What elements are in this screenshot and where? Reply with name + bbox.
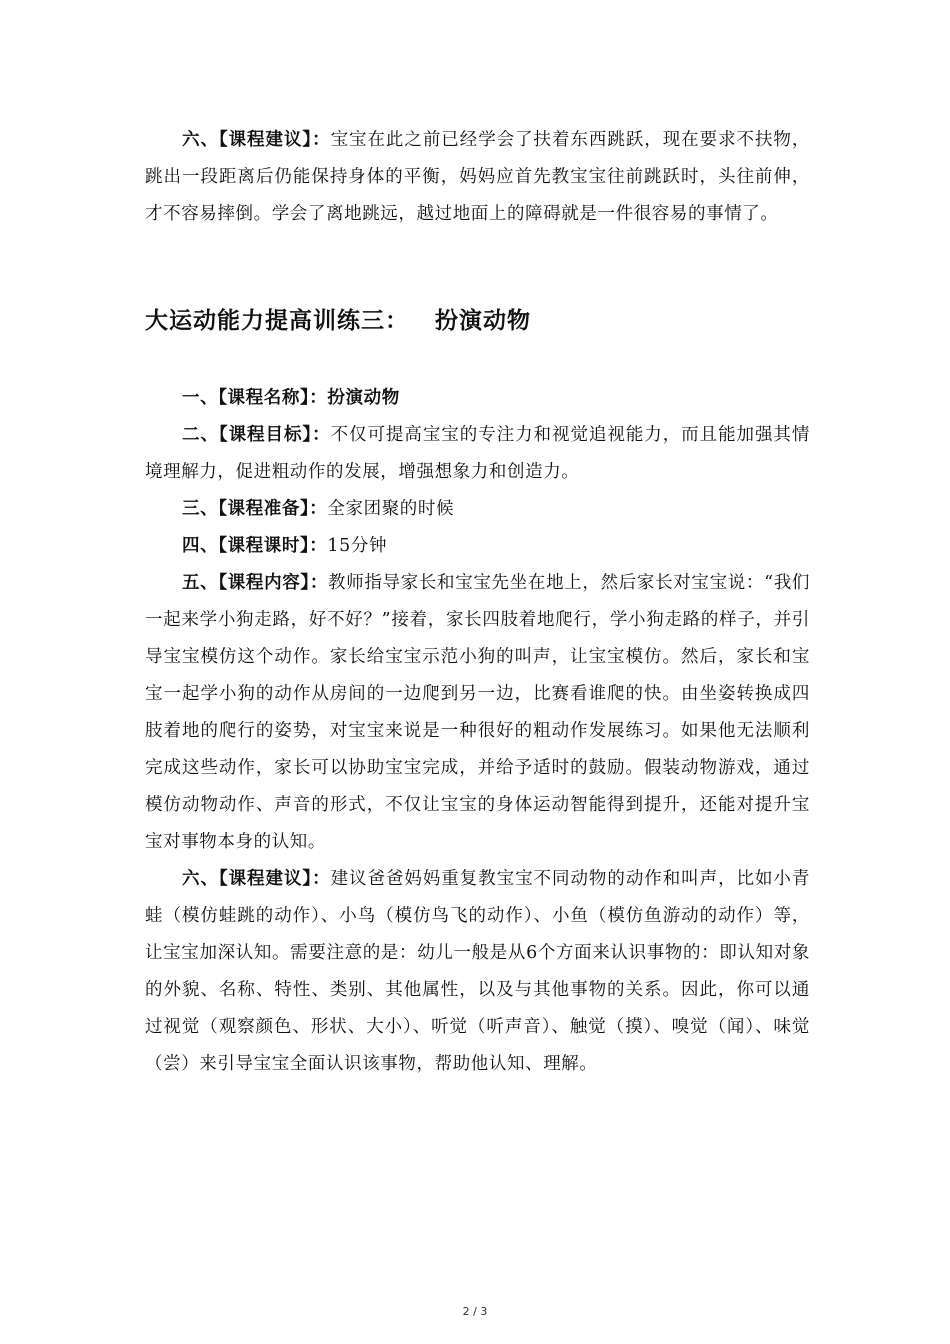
section-heading-sub: 扮演动物 — [435, 308, 531, 334]
course-duration-label: 四、【课程课时】： — [182, 536, 328, 556]
course-goal-text: 不仅可提高宝宝的专注力和视觉追视能力，而且能加强其情境理解力，促进粗动作的发展，增强想象力和创造力。 — [145, 425, 810, 482]
course-name-label: 一、【课程名称】： — [182, 388, 328, 408]
course-preparation-label: 三、【课程准备】： — [182, 499, 328, 519]
course-suggestion-label: 六、【课程建议】： — [182, 869, 331, 889]
course-content-paragraph — [145, 565, 810, 861]
top-suggestion-label: 六、【课程建议】： — [182, 130, 331, 150]
course-name-text: 扮演动物 — [327, 388, 400, 408]
course-suggestion-paragraph — [145, 861, 810, 1083]
course-preparation-text: 全家团聚的时候 — [327, 499, 455, 519]
course-goal-label: 二、【课程目标】： — [182, 425, 331, 445]
course-duration-text: 15分钟 — [327, 536, 388, 556]
section-heading — [145, 302, 531, 335]
course-content-text: 教师指导家长和宝宝先坐在地上，然后家长对宝宝说：“我们一起来学小狗走路，好不好？”接着，家长四肢着地爬行，学小狗走路的样子，并引导宝宝模仿这个动作。家长给宝宝示范小狗的叫声，让宝宝模仿。然后，家长和宝宝一起学小狗的动作从房间的一边爬到另一边，比赛看谁爬的快。由坐姿转换成四肢着地的爬行的姿势，对宝宝来说是一种很好的粗动作发展练习。如果他无法顺利完成这些动作，家长可以协助宝宝完成，并给予适时的鼓励。假装动物游戏，通过模仿动物动作、声音的形式，不仅让宝宝的身体运动智能得到提升，还能对提升宝宝对事物本身的认知。 — [145, 573, 810, 852]
course-name-paragraph — [145, 380, 810, 417]
course-duration-paragraph — [145, 528, 810, 565]
course-goal-paragraph — [145, 417, 810, 491]
course-preparation-paragraph — [145, 491, 810, 528]
course-suggestion-text: 建议爸爸妈妈重复教宝宝不同动物的动作和叫声，比如小青蛙（模仿蛙跳的动作）、小鸟（模仿鸟飞的动作）、小鱼（模仿鱼游动的动作）等，让宝宝加深认知。需要注意的是：幼儿一般是从6个方面来认识事物的：即认知对象的外貌、名称、特性、类别、其他属性，以及与其他事物的关系。因此，你可以通过视觉（观察颜色、形状、大小）、听觉（听声音）、触觉（摸）、嗅觉（闻）、味觉（尝）来引导宝宝全面认识该事物，帮助他认知、理解。 — [145, 869, 810, 1074]
page-number: 2 / 3 — [462, 1305, 488, 1318]
course-content-label: 五、【课程内容】： — [182, 573, 329, 593]
section-heading-main: 大运动能力提高训练三： — [145, 308, 409, 334]
top-suggestion-paragraph — [145, 122, 810, 233]
top-suggestion-text: 宝宝在此之前已经学会了扶着东西跳跃，现在要求不扶物，跳出一段距离后仍能保持身体的平衡，妈妈应首先教宝宝往前跳跃时，头往前伸，才不容易摔倒。学会了离地跳远，越过地面上的障碍就是一件很容易的事情了。 — [145, 130, 810, 224]
